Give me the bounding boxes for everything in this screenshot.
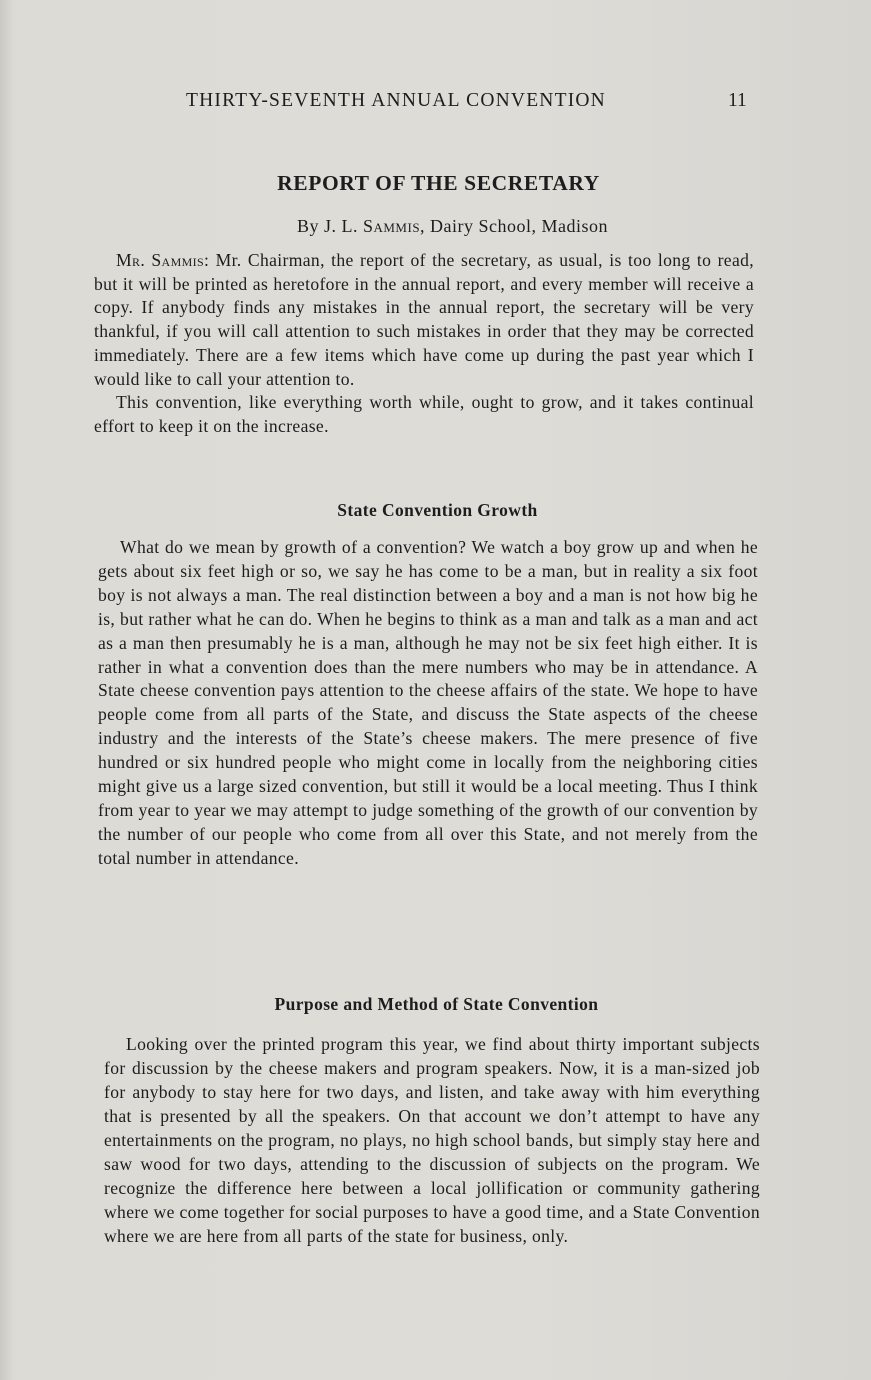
byline-affiliation: , Dairy School, Madison [420,216,609,236]
report-title: REPORT OF THE SECRETARY [277,171,600,195]
byline-prefix: By J. L. [296,216,363,236]
running-title: THIRTY-SEVENTH ANNUAL CONVENTION [186,90,606,111]
page-number: 11 [728,90,747,111]
section-heading-growth: State Convention Growth [337,500,538,520]
intro-body [94,249,754,439]
intro-paragraph-1 [94,249,754,391]
byline [0,216,871,237]
intro-paragraph-2: This convention, like everything worth while, ought to grow, and it takes continual effort to keep it on the increase. [94,392,754,436]
purpose-paragraph: Looking over the printed program this year, we find about thirty important subjects for discussion by the cheese makers and program speakers. Now, it is a man-sized job for anybody to stay here for two days, and listen, and take away with him everything that is presented by all the speakers. On that account we don’t attempt to have any entertainments on the program, no plays, no high school bands, but simply stay here and saw wood for two days, attending to the discussion of subjects on the program. We recognize the difference here between a local jollification or community gathering where we come together for social purposes to have a good time, and a State Convention where we are here from all parts of the state for business, only. [104,1034,760,1246]
purpose-body [104,1032,760,1248]
growth-body [98,536,758,871]
speaker-label: Mr. Sammis: [116,250,210,270]
intro-paragraph-1-text: Mr. Chairman, the report of the secretary, as usual, is too long to read, but it will be printed as heretofore in the annual report, and every member will receive a copy. If anybody finds any mistakes in the annual report, the secretary will be very thankful, if you will call attention to such mistakes in order that they may be corrected immediately. There are a few items which have come up during the past year which I would like to call your attention to. [94,250,755,389]
growth-paragraph: What do we mean by growth of a convention? We watch a boy grow up and when he gets about six feet high or so, we say he has come to be a man, but in reality a six foot boy is not always a man. The real distinction between a boy and a man is not how big he is, but rather what he can do. When he begins to think as a man and talk as a man and act as a man then presumably he is a man, although he may not be six feet high either. It is rather in what a convention does than the mere numbers who may be in attendance. A State cheese convention pays attention to the cheese affairs of the state. We hope to have people come from all parts of the State, and discuss the State aspects of the cheese industry and the interests of the State’s cheese makers. The mere presence of five hundred or six hundred people who might come in locally from the neighboring cities might give us a large sized convention, but still it would be a local meeting. Thus I think from year to year we may attempt to judge something of the growth of our convention by the number of our people who come from all over this State, and not merely from the total number in attendance. [98,537,758,868]
section-heading-purpose: Purpose and Method of State Convention [274,994,599,1014]
byline-author: Sammis [362,216,421,236]
